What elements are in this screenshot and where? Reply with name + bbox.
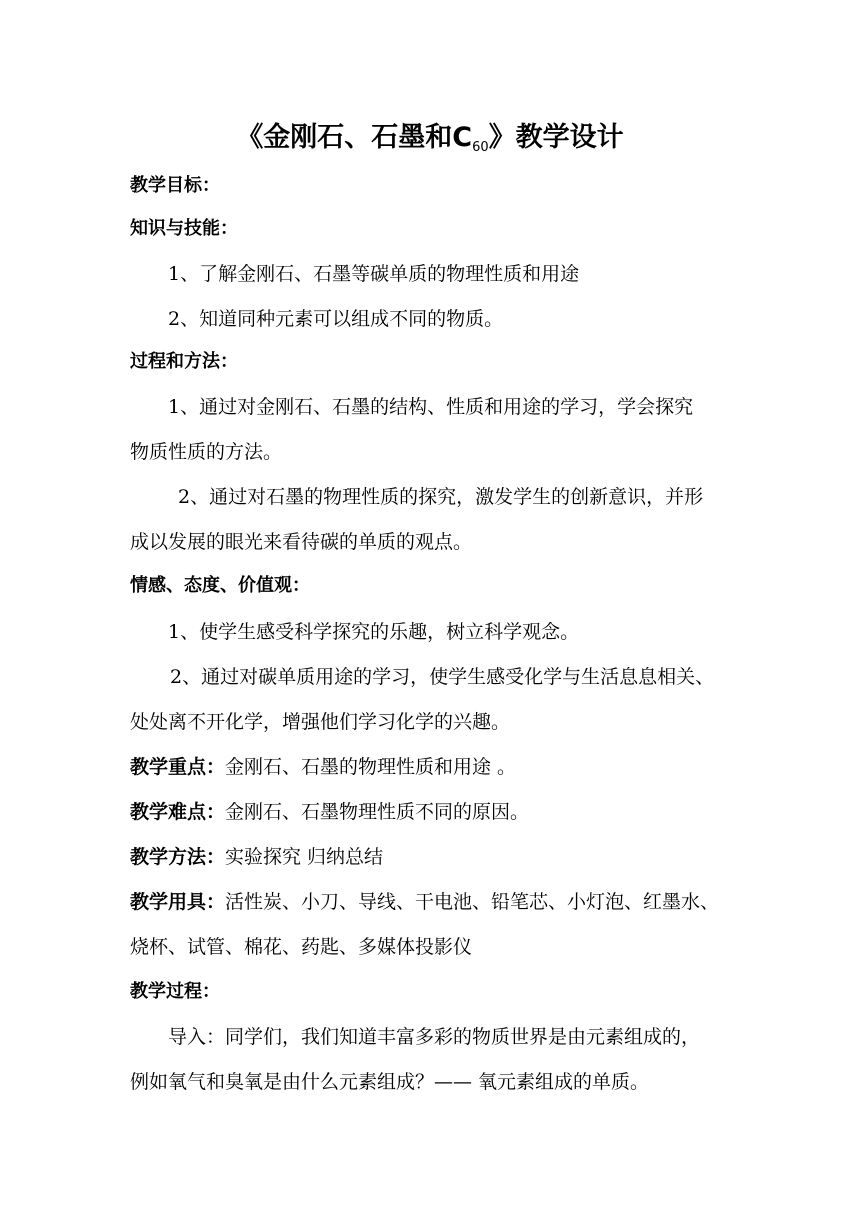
intro-line-1: 导入：同学们，我们知道丰富多彩的物质世界是由元素组成的， (168, 1026, 701, 1048)
process-item-2-line-1: 2、通过对石墨的物理性质的探究，激发学生的创新意识，并形 (178, 486, 704, 508)
emotion-heading: 情感、态度、价值观： (130, 575, 310, 596)
method-label: 教学方法： (130, 846, 226, 868)
key-point-label: 教学重点： (130, 756, 226, 778)
emotion-item-2-line-2: 处处离不开化学，增强他们学习化学的兴趣。 (130, 711, 511, 733)
emotion-item-2-line-1: 2、通过对碳单质用途的学习，使学生感受化学与生活息息相关、 (170, 666, 715, 688)
title-end: 》教学设计 (488, 122, 624, 153)
tools-line-2: 烧杯、试管、棉花、药匙、多媒体投影仪 (130, 936, 473, 958)
page-title (0, 118, 860, 158)
difficulty-line (130, 797, 730, 827)
knowledge-item-1: 1、了解金刚石、石墨等碳单质的物理性质和用途 (168, 263, 580, 285)
method-text: 实验探究 归纳总结 (225, 846, 384, 868)
knowledge-heading: 知识与技能： (130, 218, 238, 239)
process-item-1-line-1: 1、通过对金刚石、石墨的结构、性质和用途的学习，学会探究 (168, 396, 694, 418)
key-point-line (130, 752, 730, 782)
process-item-1-line-2: 物质性质的方法。 (130, 441, 283, 463)
difficulty-label: 教学难点： (130, 801, 226, 823)
procedure-heading: 教学过程： (130, 981, 220, 1002)
key-point-text: 金刚石、石墨的物理性质和用途 。 (225, 756, 517, 778)
tools-text-1: 活性炭、小刀、导线、干电池、铅笔芯、小灯泡、红墨水、 (225, 891, 720, 913)
objectives-heading: 教学目标： (130, 175, 220, 196)
process-heading: 过程和方法： (130, 351, 238, 372)
knowledge-item-2: 2、知道同种元素可以组成不同的物质。 (168, 308, 504, 330)
method-line (130, 842, 730, 872)
tools-line-1 (130, 887, 730, 917)
emotion-item-1: 1、使学生感受科学探究的乐趣，树立科学观念。 (168, 621, 580, 643)
title-main: 《金刚石、石墨和C (236, 122, 473, 153)
intro-line-2: 例如氧气和臭氧是由什么元素组成？—— 氧元素组成的单质。 (130, 1071, 650, 1093)
difficulty-text: 金刚石、石墨物理性质不同的原因。 (225, 801, 530, 823)
title-subscript: 60 (472, 140, 489, 155)
process-item-2-line-2: 成以发展的眼光来看待碳的单质的观点。 (130, 531, 473, 553)
tools-label: 教学用具： (130, 891, 226, 913)
